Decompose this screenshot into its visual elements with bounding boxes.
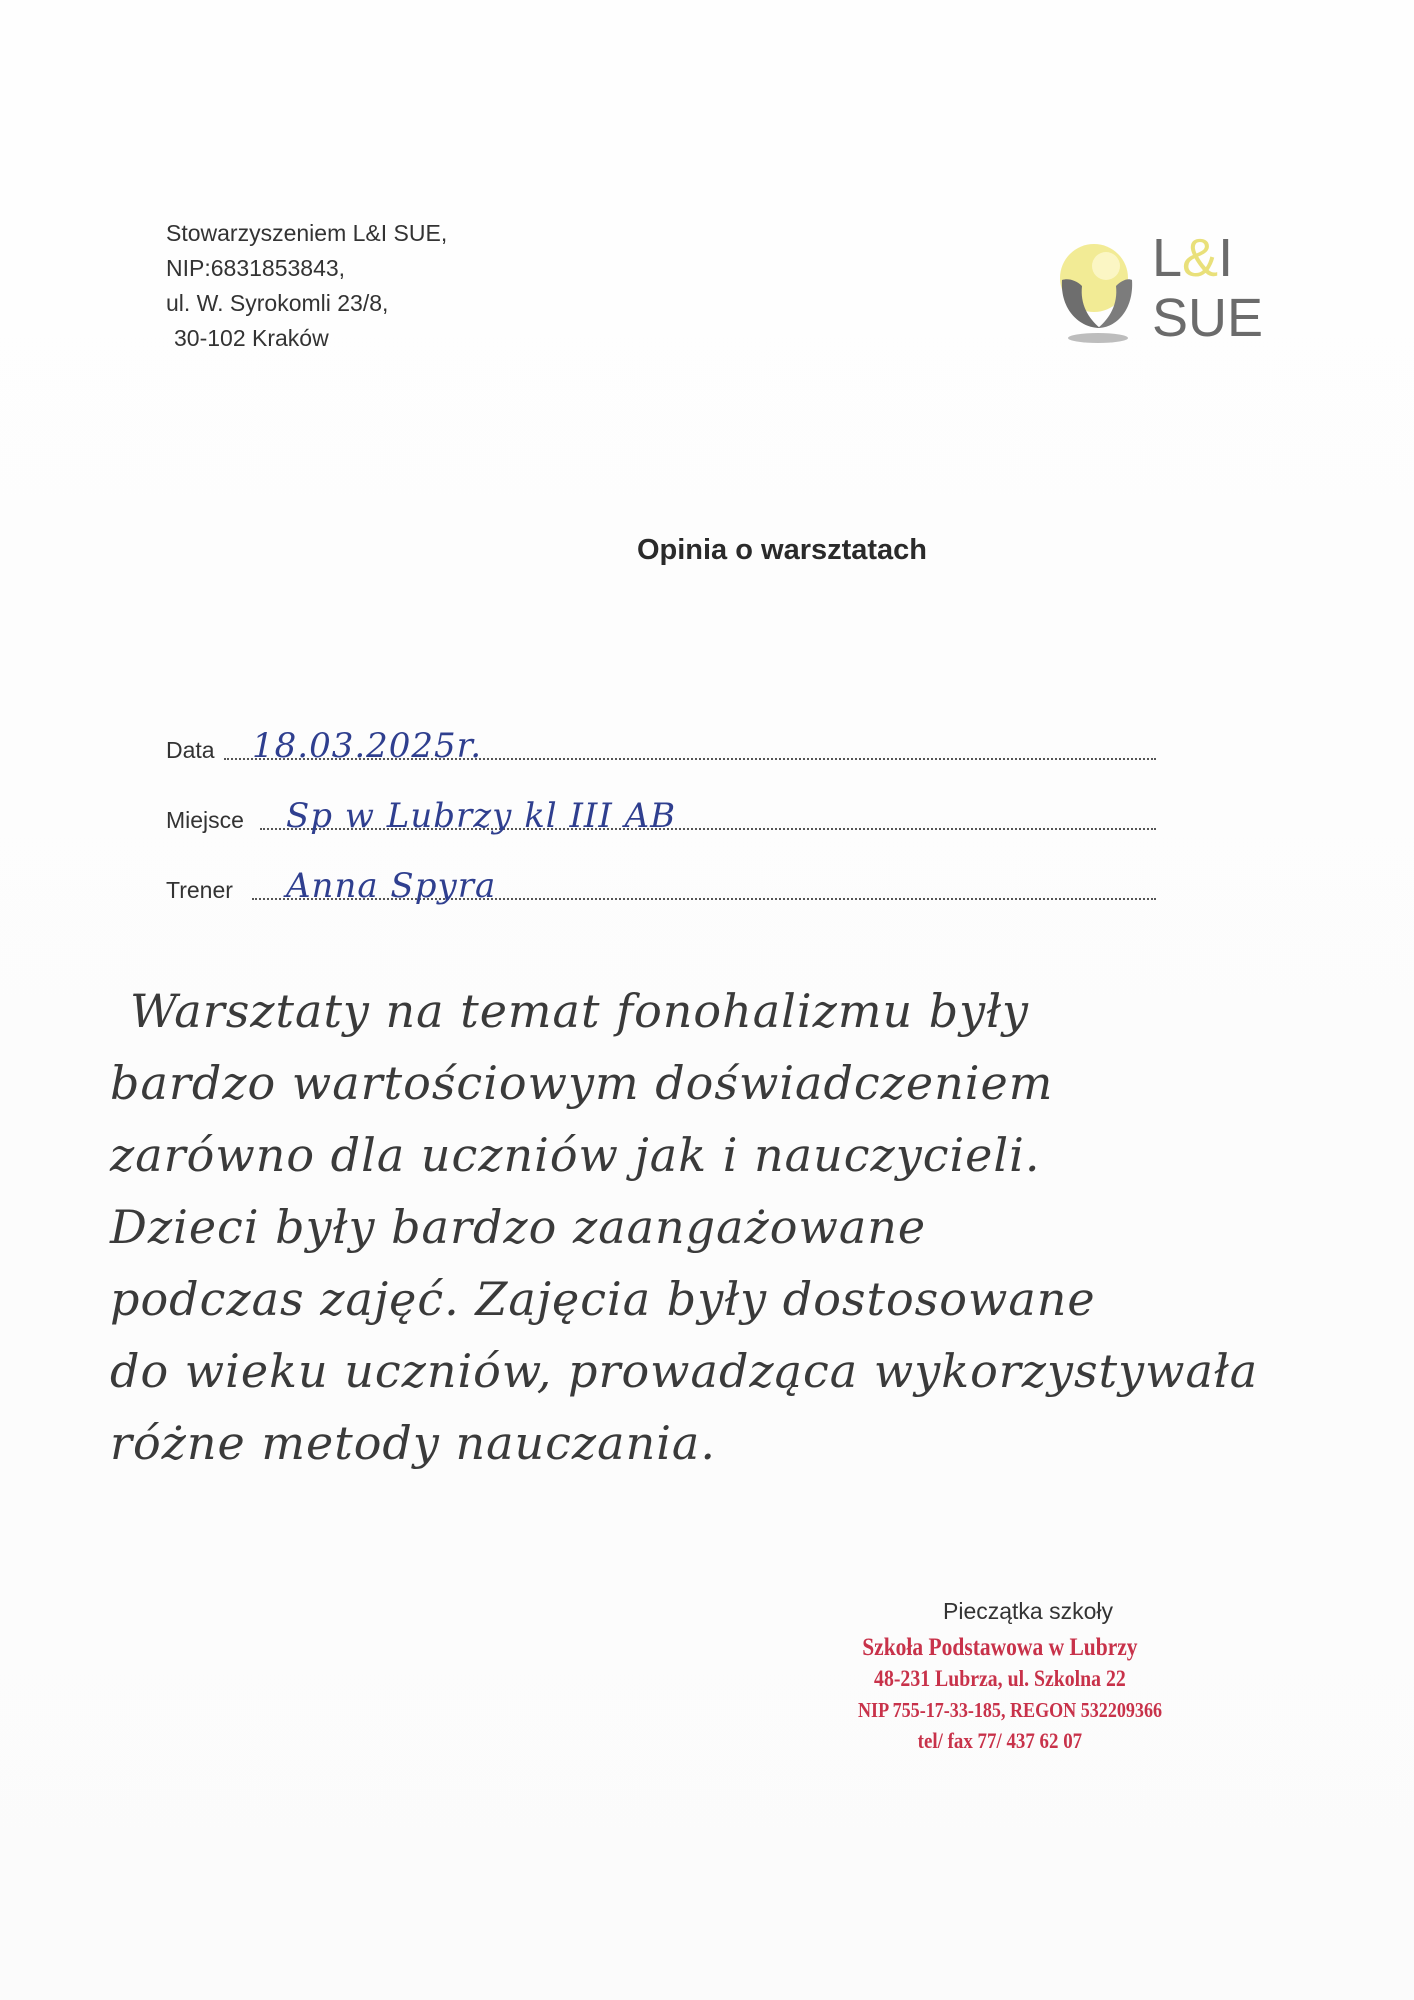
address-line-org: Stowarzyszeniem L&I SUE,	[166, 220, 448, 246]
stamp-line-name: Szkoła Podstawowa w Lubrzy	[862, 1634, 1138, 1661]
field-date-value: 18.03.2025r.	[252, 726, 482, 766]
school-stamp	[858, 1632, 1163, 1756]
opinion-line: różne metody nauczania.	[110, 1416, 716, 1470]
stamp-line-address: 48-231 Lubrza, ul. Szkolna 22	[874, 1666, 1126, 1691]
sender-address	[166, 216, 447, 356]
address-line-street: ul. W. Syrokomli 23/8,	[166, 290, 389, 316]
stamp-label: Pieczątka szkoły	[943, 1598, 1114, 1624]
logo-line-2: SUE	[1152, 288, 1264, 348]
opinion-line: bardzo wartościowym doświadczeniem	[110, 1056, 1054, 1110]
address-line-nip: NIP:6831853843,	[166, 255, 346, 281]
opinion-line: Warsztaty na temat fonohalizmu były	[130, 984, 1030, 1038]
opinion-line: Dzieci były bardzo zaangażowane	[110, 1200, 927, 1254]
field-trainer-value: Anna Spyra	[286, 866, 497, 906]
address-line-city: 30-102 Kraków	[174, 325, 329, 351]
field-place	[166, 798, 1156, 838]
document-title	[0, 534, 1414, 567]
title-text: Opinia o warsztatach	[636, 534, 928, 566]
logo-wordmark	[1152, 228, 1263, 348]
field-date-label: Data	[166, 737, 215, 763]
logo-line-1	[1152, 228, 1263, 288]
opinion-line: zarówno dla uczniów jak i nauczycieli.	[110, 1128, 1041, 1182]
logo-letter-l: L	[1152, 228, 1183, 288]
field-place-label: Miejsce	[166, 807, 244, 833]
field-place-value: Sp w Lubrzy kl III AB	[286, 796, 677, 836]
field-trainer-label: Trener	[166, 877, 233, 903]
opinion-line: do wieku uczniów, prowadząca wykorzystywała	[110, 1344, 1259, 1398]
logo-letter-i: I	[1218, 228, 1234, 288]
stamp-line-nip: NIP 755-17-33-185, REGON 532209366	[858, 1698, 1163, 1722]
opinion-line: podczas zajęć. Zajęcia były dostosowane	[110, 1272, 1096, 1326]
stamp-line-phone: tel/ fax 77/ 437 62 07	[917, 1728, 1083, 1753]
handwritten-opinion	[110, 975, 1360, 1479]
field-date	[166, 728, 1156, 768]
field-trainer	[166, 868, 1156, 908]
logo-ampersand: &	[1182, 228, 1219, 288]
